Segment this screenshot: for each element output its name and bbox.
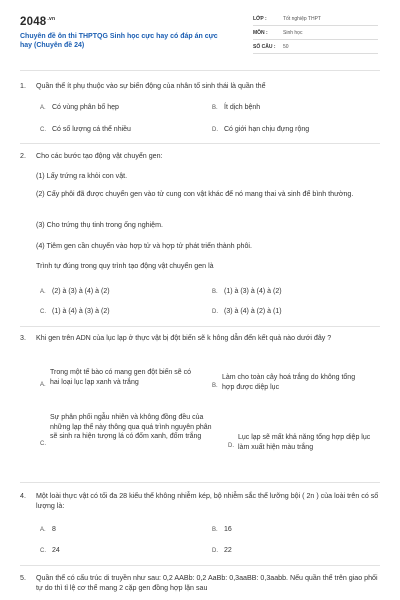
option-c[interactable] bbox=[40, 307, 110, 317]
option-letter: D. bbox=[212, 127, 218, 133]
question-4 bbox=[20, 491, 382, 561]
header bbox=[0, 0, 400, 64]
option-text: 22 bbox=[224, 547, 232, 554]
option-letter: A. bbox=[40, 527, 46, 533]
option-text: (2) à (3) à (4) à (2) bbox=[52, 288, 110, 295]
meta-label: MÔN : bbox=[253, 30, 268, 36]
step-line: (3) Cho trứng thụ tinh trong ống nghiệm. bbox=[36, 221, 163, 229]
option-letter: B. bbox=[212, 105, 218, 111]
divider bbox=[20, 70, 380, 71]
option-letter: A. bbox=[40, 382, 46, 388]
option-c[interactable] bbox=[40, 413, 220, 478]
option-letter: A. bbox=[40, 105, 46, 111]
logo-text: 2048 bbox=[20, 16, 47, 28]
option-letter: B. bbox=[212, 289, 218, 295]
divider bbox=[20, 143, 380, 144]
option-letter: B. bbox=[212, 527, 218, 533]
option-d[interactable] bbox=[212, 125, 309, 135]
option-text: (1) à (3) à (4) à (2) bbox=[224, 288, 282, 295]
question-number: 5. bbox=[20, 574, 26, 582]
step-line: Trình tự đúng trong quy trình tạo động vật chuyển gen là bbox=[36, 262, 214, 270]
option-text: (3) à (4) à (2) à (1) bbox=[224, 308, 282, 315]
option-b[interactable] bbox=[212, 103, 260, 113]
option-text: Có số lượng cá thể nhiều bbox=[52, 126, 131, 133]
option-text: Ít dịch bệnh bbox=[224, 104, 261, 111]
option-b[interactable] bbox=[212, 287, 282, 297]
option-text: 24 bbox=[52, 547, 60, 554]
option-d[interactable] bbox=[212, 307, 282, 317]
meta-value: Tốt nghiệp THPT bbox=[283, 16, 321, 22]
meta-label: SỐ CÂU : bbox=[253, 44, 276, 50]
meta-row-count bbox=[253, 42, 378, 54]
question-number: 3. bbox=[20, 334, 26, 342]
option-text: (1) à (4) à (3) à (2) bbox=[52, 308, 110, 315]
option-text: Có giới hạn chịu đựng rộng bbox=[224, 126, 310, 133]
option-letter: D. bbox=[228, 443, 234, 449]
option-letter: D. bbox=[212, 548, 218, 554]
question-number: 4. bbox=[20, 492, 26, 500]
step-line: (1) Lấy trứng ra khỏi con vật. bbox=[36, 172, 128, 180]
meta-value: Sinh học bbox=[283, 30, 303, 36]
option-text: Lục lạp sẽ mất khả năng tổng hợp diệp lục làm xuất hiện màu trắng bbox=[238, 434, 371, 451]
option-d[interactable] bbox=[228, 413, 383, 478]
site-logo[interactable] bbox=[20, 16, 55, 28]
option-text: 8 bbox=[52, 526, 56, 533]
option-text: Có vùng phân bố hẹp bbox=[52, 104, 119, 111]
option-c[interactable] bbox=[40, 125, 131, 135]
question-stem: Quần thể ít phụ thuộc vào sự biến động của nhân tố sinh thái là quần thể bbox=[36, 82, 266, 90]
step-line: (4) Tiêm gen cần chuyển vào hợp tử và hợp tử phát triển thành phôi. bbox=[36, 242, 252, 250]
document-title: Chuyên đề ôn thi THPTQG Sinh học cực hay có đáp án cực hay (Chuyên đề 24) bbox=[20, 33, 218, 49]
option-letter: C. bbox=[40, 127, 46, 133]
question-2 bbox=[20, 151, 382, 326]
question-5 bbox=[20, 573, 382, 600]
option-letter: A. bbox=[40, 289, 46, 295]
option-b[interactable] bbox=[212, 368, 377, 418]
meta-row-subject bbox=[253, 28, 378, 40]
option-b[interactable] bbox=[212, 525, 232, 535]
option-letter: C. bbox=[40, 548, 46, 554]
question-stem: Quần thể có cấu trúc di truyền như sau: 0,2 AABb: 0,2 AaBb: 0,3aaBB: 0,3aabb. Nếu quần thể trên giao phối tự do thì tỉ lệ cơ thể mang 2 cặp gen đồng hợp lặn sau bbox=[36, 574, 378, 592]
option-a[interactable] bbox=[40, 368, 200, 418]
option-letter: D. bbox=[212, 309, 218, 315]
option-a[interactable] bbox=[40, 525, 56, 535]
option-d[interactable] bbox=[212, 546, 232, 556]
option-text: Trong một tế bào có mang gen đột biến sẽ có hai loại lục lạp xanh và trắng bbox=[50, 369, 191, 386]
question-1 bbox=[20, 81, 382, 141]
option-letter: C. bbox=[40, 441, 46, 447]
meta-value: 50 bbox=[283, 44, 289, 50]
option-a[interactable] bbox=[40, 287, 110, 297]
logo-suffix: .vn bbox=[47, 16, 56, 22]
question-number: 2. bbox=[20, 152, 26, 160]
question-stem: Một loài thực vật có tối đa 28 kiểu thể không nhiễm kép, bộ nhiễm sắc thể lưỡng bội ( 2n ) của loài trên có số lượng là: bbox=[36, 492, 379, 510]
option-text: Sự phân phối ngẫu nhiên và không đồng đều của những lạp thể này thông qua quá trình nguyên phân sẽ sinh ra hiện tượng lá có đốm xanh, đốm trắng bbox=[50, 414, 212, 440]
option-letter: C. bbox=[40, 309, 46, 315]
divider bbox=[20, 326, 380, 327]
option-a[interactable] bbox=[40, 103, 119, 113]
question-number: 1. bbox=[20, 82, 26, 90]
option-text: 16 bbox=[224, 526, 232, 533]
divider bbox=[20, 482, 380, 483]
option-c[interactable] bbox=[40, 546, 60, 556]
question-stem: Khi gen trên ADN của lục lạp ở thực vật bị đột biến sẽ k hông dẫn đến kết quả nào dưới đây ? bbox=[36, 334, 332, 342]
meta-label: LỚP : bbox=[253, 16, 267, 22]
question-3 bbox=[20, 333, 382, 478]
divider bbox=[20, 565, 380, 566]
option-letter: B. bbox=[212, 383, 218, 389]
meta-row-class bbox=[253, 14, 378, 26]
option-text: Làm cho toàn cây hoá trắng do không tổng hợp được diệp lục bbox=[222, 374, 356, 391]
question-stem: Cho các bước tạo động vật chuyển gen: bbox=[36, 152, 163, 160]
step-line: (2) Cấy phôi đã được chuyển gen vào tử cung con vật khác để nó mang thai và sinh để bình thường. bbox=[36, 190, 354, 198]
